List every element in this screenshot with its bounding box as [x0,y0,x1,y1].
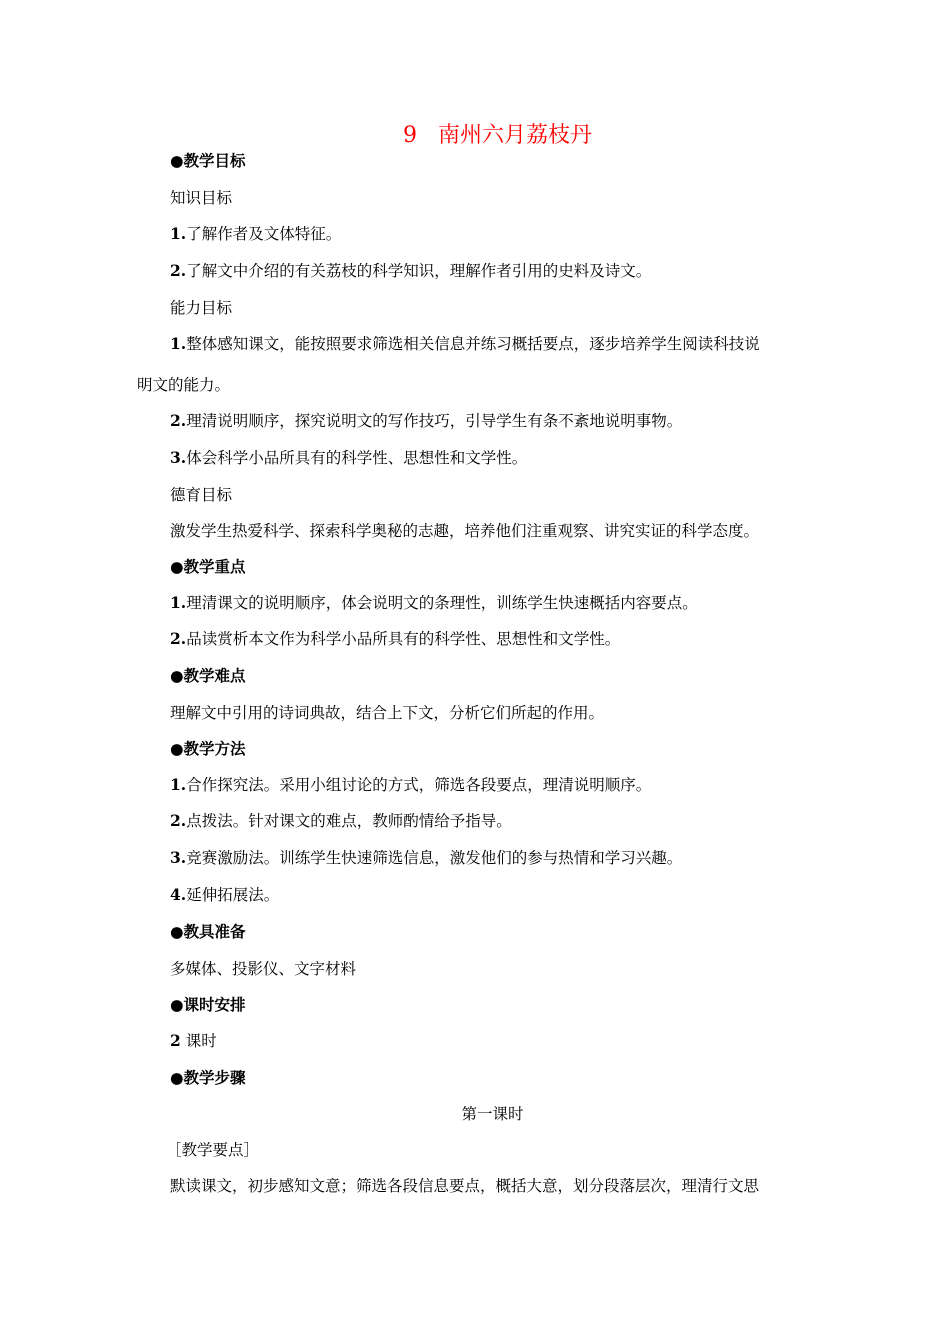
bullet-icon: ● [170,558,184,576]
lesson-key-heading: ［教学要点］ [166,1141,260,1159]
section-heading-schedule [170,993,246,1017]
item-text: 合作探究法。采用小组讨论的方式，筛选各段要点，理清说明顺序。 [186,776,652,794]
item-number: 2. [170,811,187,830]
heading-text: 教学重点 [183,558,246,576]
item-number: 2. [170,629,187,648]
item-number: 1. [170,775,187,794]
item-number: 1. [170,334,187,353]
schedule-text [170,1029,217,1053]
method-item [170,773,651,797]
knowledge-item [170,259,651,283]
bullet-icon: ● [170,1069,184,1087]
bullet-icon: ● [170,740,184,758]
lesson-key-text: 默读课文，初步感知文意；筛选各段信息要点，概括大意，划分段落层次，理清行文思 [170,1177,760,1195]
moral-text: 激发学生热爱科学、探索科学奥秘的志趣，培养他们注重观察、讲究实证的科学态度。 [170,522,760,540]
section-heading-methods [170,737,246,761]
tools-text: 多媒体、投影仪、文字材料 [170,960,357,978]
heading-text: 教学方法 [183,740,246,758]
heading-text: 教学步骤 [183,1069,246,1087]
section-heading-difficulty [170,664,246,688]
method-item [170,883,279,907]
heading-text: 教学目标 [183,152,246,170]
ability-item [170,409,682,433]
subheading-knowledge: 知识目标 [170,189,233,207]
method-item [170,809,512,833]
bullet-icon: ● [170,667,184,685]
schedule-number: 2 [170,1031,181,1050]
item-text: 整体感知课文，能按照要求筛选相关信息并练习概括要点，逐步培养学生阅读科技说 [186,335,760,353]
bullet-icon: ● [170,996,184,1014]
item-number: 3. [170,448,187,467]
ability-item [170,446,527,470]
method-item [170,846,682,870]
item-text: 延伸拓展法。 [186,886,280,904]
bullet-icon: ● [170,152,184,170]
item-number: 3. [170,848,187,867]
subheading-moral: 德育目标 [170,486,233,504]
item-number: 2. [170,411,187,430]
knowledge-item [170,222,341,246]
schedule-unit: 课时 [180,1032,217,1050]
item-number: 4. [170,885,187,904]
ability-item [170,332,760,356]
item-number: 1. [170,593,187,612]
section-heading-steps [170,1066,246,1090]
ability-item-continuation: 明文的能力。 [137,376,231,394]
subheading-ability: 能力目标 [170,299,233,317]
item-number: 2. [170,261,187,280]
item-text: 理清课文的说明顺序，体会说明文的条理性，训练学生快速概括内容要点。 [186,594,698,612]
item-text: 点拨法。针对课文的难点，教师酌情给予指导。 [186,812,512,830]
item-text: 品读赏析本文作为科学小品所具有的科学性、思想性和文学性。 [186,630,621,648]
item-text: 体会科学小品所具有的科学性、思想性和文学性。 [186,449,528,467]
item-text: 理清说明顺序，探究说明文的写作技巧，引导学生有条不紊地说明事物。 [186,412,683,430]
document-title: 9 南州六月荔枝丹 [403,123,592,148]
item-text: 了解文中介绍的有关荔枝的科学知识，理解作者引用的史料及诗文。 [186,262,652,280]
section-heading-tools [170,920,246,944]
item-text: 了解作者及文体特征。 [186,225,342,243]
bullet-icon: ● [170,923,184,941]
key-point-item [170,591,698,615]
item-text: 竞赛激励法。训练学生快速筛选信息，激发他们的参与热情和学习兴趣。 [186,849,683,867]
section-heading-objectives [170,149,246,173]
heading-text: 课时安排 [183,996,246,1014]
section-heading-key-points [170,555,246,579]
heading-text: 教具准备 [183,923,246,941]
key-point-item [170,627,620,651]
difficulty-text: 理解文中引用的诗词典故，结合上下文，分析它们所起的作用。 [170,704,605,722]
item-number: 1. [170,224,187,243]
heading-text: 教学难点 [183,667,246,685]
lesson-title: 第一课时 [461,1105,524,1123]
